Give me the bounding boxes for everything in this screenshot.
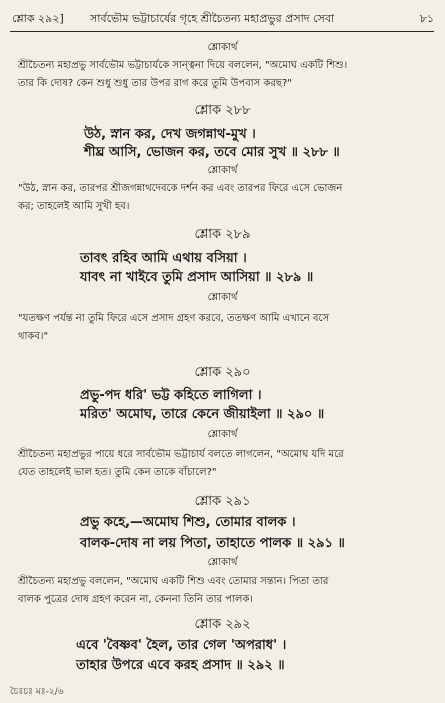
verse-line: মরিত' অমোঘ, তারে কেনে জীয়াইলা ॥ ২৯০ ॥: [80, 407, 325, 422]
translation-paragraph: [18, 573, 430, 609]
translation-label: শ্লোকার্থ: [207, 557, 238, 568]
signature-mark: চৈঃচঃ মঃ-২/৬: [10, 687, 64, 697]
running-header: [12, 8, 434, 30]
para-line: শ্রীচৈতন্য মহাপ্রভুর পায়ে ধরে সার্বভৌম ভট্টাচার্য বলতে লাগলেন, "অমোঘ যদি মরে: [18, 449, 344, 460]
verse-line: তাবৎ রহিব আমি এথায় বসিয়া ।: [80, 251, 247, 266]
para-line: যেত তাহলেই ভাল হত। তুমি কেন তাকে বাঁচালে?": [18, 467, 217, 478]
page-number: ৮১: [419, 12, 434, 25]
header-rule: [10, 31, 434, 32]
verse-line: উঠ, স্নান কর, দেখ জগন্নাথ-মুখ ।: [84, 127, 256, 142]
translation-paragraph: [18, 180, 430, 216]
translation-label: শ্লোকার্থ: [207, 429, 238, 440]
header-chapter-title: সার্বভৌম ভট্টাচার্যের গৃহে শ্রীচৈতন্য মহাপ্রভুর প্রসাদ সেবা: [90, 12, 335, 25]
shlok-title: শ্লোক ২৮৮: [194, 103, 251, 118]
para-line: শ্রীচৈতন্য মহাপ্রভু সার্বভৌম ভট্টাচার্যকে সান্ত্বনা দিয়ে বললেন, "অমোঘ একটি শিশু।: [18, 60, 348, 71]
translation-label: শ্লোকার্থ: [207, 292, 238, 303]
para-line: তার কি দোষ? কেন শুধু শুধু তার উপর রাগ করে তুমি উপবাস করছ?": [18, 78, 292, 89]
para-line: বালক পুত্রের দোষ গ্রহণ করেন না, কেননা তিনি তার পালক।: [18, 594, 253, 605]
para-line: "যতক্ষণ পর্যন্ত না তুমি ফিরে এসে প্রসাদ গ্রহণ করবে, ততক্ষণ আমি এখানে বসে: [18, 313, 330, 324]
para-line: "উঠ, স্নান কর, তারপর শ্রীজগন্নাথদেবকে দর্শন কর এবং তারপর ফিরে এসে ভোজন: [18, 183, 343, 194]
translation-paragraph: [18, 57, 430, 93]
verse-line: প্রভু কহে,—অমোঘ শিশু, তোমার বালক ।: [80, 515, 296, 530]
para-line: থাকব।": [18, 331, 49, 342]
header-verse-ref: শ্লোক ২৯২]: [12, 12, 64, 25]
translation-label: শ্লোকার্থ: [207, 42, 238, 53]
verse-line: তাহার উপরে এবে করহ প্রসাদ ॥ ২৯২ ॥: [76, 658, 285, 673]
verse-line: প্রভু-পদ ধরি' ভট্ট কহিতে লাগিলা ।: [80, 388, 262, 403]
translation-label: শ্লোকার্থ: [207, 165, 238, 176]
verse-line: যাবৎ না খাইবে তুমি প্রসাদ আসিয়া ॥ ২৮৯ ॥: [80, 270, 314, 285]
verse-line: শীঘ্র আসি, ভোজন কর, তবে মোর সুখ ॥ ২৮৮ ॥: [84, 145, 340, 160]
shlok-title: শ্লোক ২৮৯: [194, 227, 251, 242]
verse-line: বালক-দোষ না লয় পিতা, তাহাতে পালক ॥ ২৯১ ॥: [80, 536, 345, 551]
verse-line: এবে 'বৈষ্ণব' হৈল, তার গেল 'অপরাধ' ।: [76, 638, 287, 653]
shlok-title: শ্লোক ২৯০: [194, 365, 251, 380]
para-line: কর; তাহলেই আমি সুখী হব।: [18, 201, 130, 212]
translation-paragraph: [18, 310, 430, 346]
translation-paragraph: [18, 446, 430, 482]
para-line: শ্রীচৈতন্য মহাপ্রভু বললেন, "অমোঘ একটি শিশু এবং তোমার সন্তান। পিতা তার: [18, 576, 329, 587]
shlok-title: শ্লোক ২৯১: [194, 494, 251, 509]
shlok-title: শ্লোক ২৯২: [194, 617, 251, 632]
